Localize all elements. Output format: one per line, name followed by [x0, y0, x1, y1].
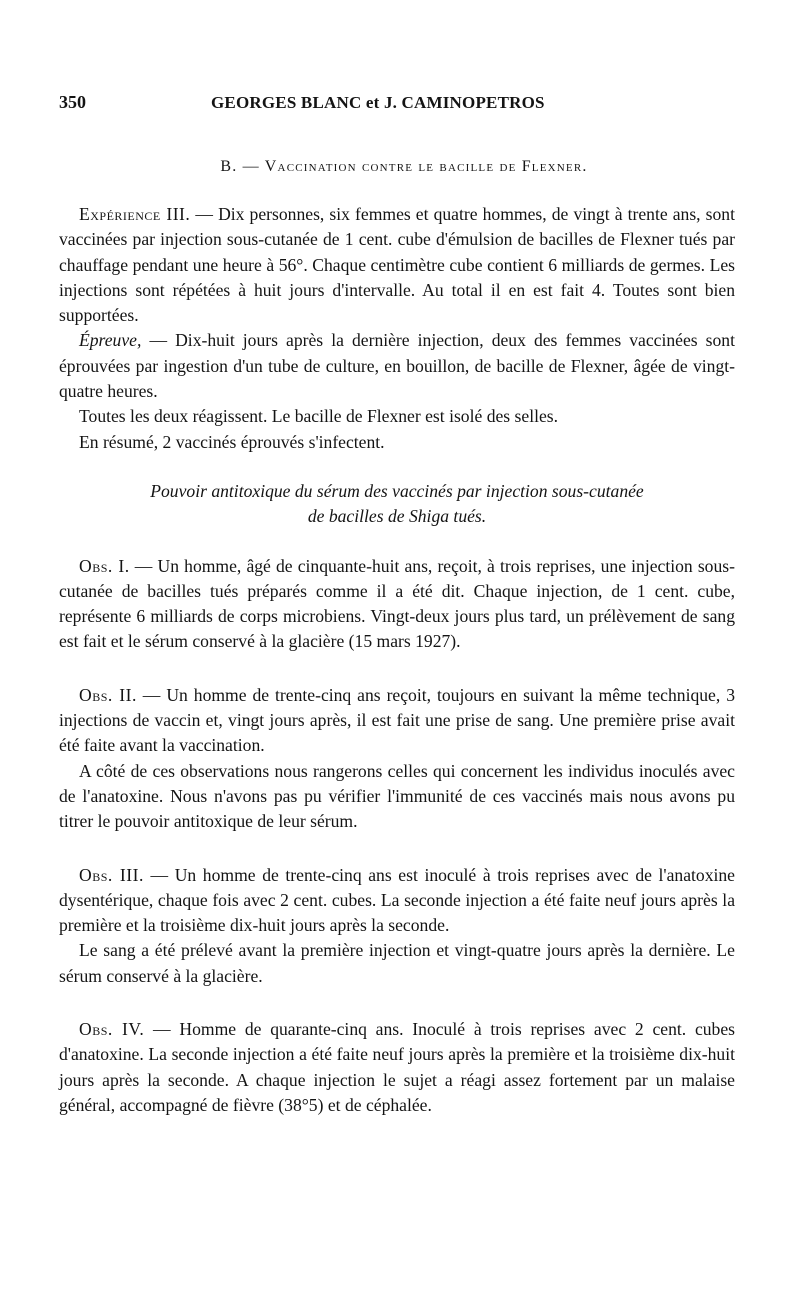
result-paragraph: Toutes les deux réagissent. Le bacille de Flexner est isolé des selles. [79, 406, 559, 427]
summary-paragraph: En résumé, 2 vaccinés éprouvés s'infectent. [79, 431, 385, 452]
experience-iii [59, 202, 735, 455]
experience-lead: Expérience III. [79, 204, 191, 224]
obs-ii [59, 683, 735, 835]
obs-ii-follow: A côté de ces observations nous rangerons celles qui concernent les individus inoculés avec de l'anatoxine. Nous n'avons pas pu vérifier l'immunité de ces vaccinés mais nous avons pu titrer le pouvoir antitoxique de leur sérum. [59, 760, 735, 832]
obs-i [59, 554, 735, 655]
running-head [59, 92, 735, 120]
obs-ii-paragraph [59, 683, 735, 759]
page-number: 350 [59, 92, 86, 112]
subheading-line2: de bacilles de Shiga tués. [307, 506, 487, 527]
experience-text: — Dix personnes, six femmes et quatre hommes, de vingt à trente ans, sont vaccinées par injection sous-cutanée de 1 cent. cube d'émulsion de bacilles de Flexner tués par chauffage pendant une heure à 56°. Chaque centimètre cube contient 6 milliards de germes. Les injections sont répétées à huit jours d'intervalle. Au total il en est fait 4. Toutes sont bien supportées. [59, 204, 735, 326]
obs-i-text: — Un homme, âgé de cinquante-huit ans, reçoit, à trois reprises, une injection sous-cutanée de bacilles tués préparés comme il a été dit. Chaque injection, de 1 cent. cube, représente 6 milliards de corps microbiens. Vingt-deux jours plus tard, un prélèvement de sang est fait et le sérum conservé à la glacière (15 mars 1927). [59, 555, 735, 652]
obs-iii-lead: Obs. III. [79, 864, 144, 885]
obs-i-paragraph [59, 554, 735, 655]
epreuve-lead: Épreuve, [79, 330, 142, 351]
obs-ii-text: — Un homme de trente-cinq ans reçoit, toujours en suivant la même technique, 3 injections de vaccin et, vingt jours après, il est fait une prise de sang. Une première prise avait été faite avant la vaccination. [59, 684, 735, 756]
obs-iv [59, 1017, 735, 1118]
obs-iii [59, 863, 735, 989]
obs-iii-paragraph [59, 863, 735, 939]
page [59, 92, 735, 1118]
epreuve-text: — Dix-huit jours après la dernière injection, deux des femmes vaccinées sont éprouvées par ingestion d'un tube de culture, en bouillon, de bacille de Flexner, âgée de vingt-quatre heures. [59, 330, 735, 402]
obs-ii-lead: Obs. II. [79, 684, 137, 705]
obs-iv-text: — Homme de quarante-cinq ans. Inoculé à trois reprises avec 2 cent. cubes d'anatoxine. La seconde injection a été faite neuf jours après la première et la troisième dix-huit jours après la seconde. A chaque injection le sujet a réagi assez fortement par un malaise général, accompagné de fièvre (38°5) et de céphalée. [59, 1019, 736, 1115]
experience-paragraph [59, 202, 735, 328]
obs-iii-text: — Un homme de trente-cinq ans est inoculé à trois reprises avec de l'anatoxine dysentérique, chaque fois avec 2 cent. cubes. La seconde injection a été faite neuf jours après la première et la troisième dix-huit jours après la seconde. [59, 864, 735, 936]
running-title: GEORGES BLANC et J. CAMINOPETROS [211, 93, 545, 112]
section-heading: B. — Vaccination contre le bacille de Flexner. [220, 158, 588, 175]
obs-i-lead: Obs. I. [79, 555, 130, 576]
obs-iv-paragraph [59, 1017, 735, 1118]
obs-iv-lead: Obs. IV. [79, 1019, 145, 1040]
subheading-line1: Pouvoir antitoxique du sérum des vaccinés par injection sous-cutanée [150, 480, 644, 501]
epreuve-paragraph [59, 328, 735, 404]
obs-iii-follow: Le sang a été prélevé avant la première injection et vingt-quatre jours après la dernière. Le sérum conservé à la glacière. [59, 940, 735, 986]
